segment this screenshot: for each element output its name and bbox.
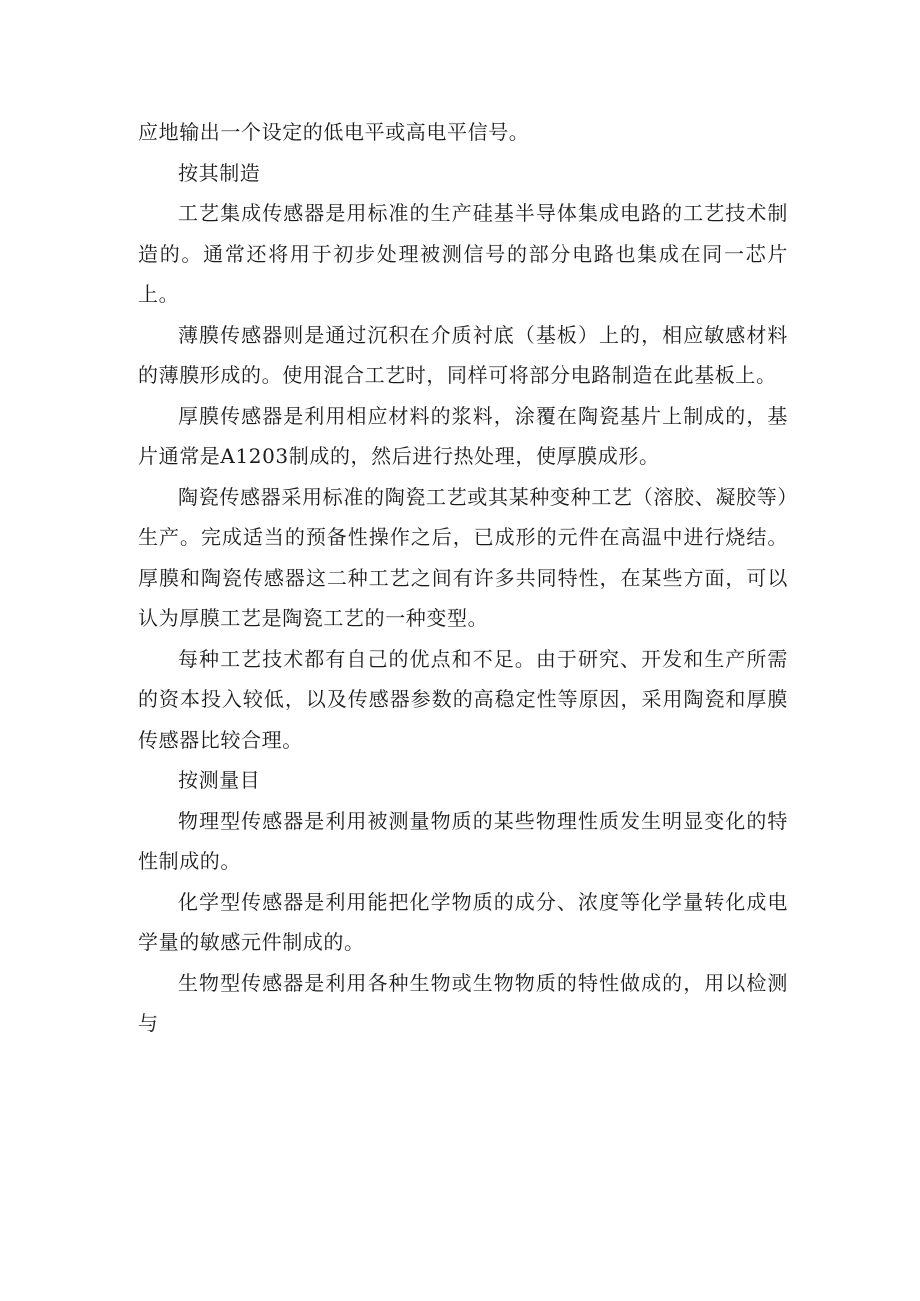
paragraph-thick-film-sensor: 厚膜传感器是利用相应材料的浆料，涂覆在陶瓷基片上制成的，基片通常是A1203制成的，然后进行热处理，使厚膜成形。 [138,403,788,468]
paragraph-chemical-sensor: 化学型传感器是利用能把化学物质的成分、浓度等化学量转化成电学量的敏感元件制成的。 [138,889,788,954]
paragraph-process-comparison: 每种工艺技术都有自己的优点和不足。由于研究、开发和生产所需的资本投入较低，以及传感器参数的高稳定性等原因，采用陶瓷和厚膜传感器比较合理。 [138,646,788,752]
paragraph-biological-sensor: 生物型传感器是利用各种生物或生物物质的特性做成的，用以检测与 [138,970,788,1035]
paragraph-thin-film-sensor: 薄膜传感器则是通过沉积在介质衬底（基板）上的，相应敏感材料的薄膜形成的。使用混合工艺时，同样可将部分电路制造在此基板上。 [138,322,788,387]
paragraph-ceramic-sensor: 陶瓷传感器采用标准的陶瓷工艺或其某种变种工艺（溶胶、凝胶等）生产。完成适当的预备性操作之后，已成形的元件在高温中进行烧结。厚膜和陶瓷传感器这二种工艺之间有许多共同特性，在某些方面，可以认为厚膜工艺是陶瓷工艺的一种变型。 [138,484,788,630]
paragraph-ic-sensor: 工艺集成传感器是用标准的生产硅基半导体集成电路的工艺技术制造的。通常还将用于初步处理被测信号的部分电路也集成在同一芯片上。 [138,201,788,306]
section-heading-measurement: 按测量目 [178,768,261,792]
document-body [138,112,788,1044]
section-heading-manufacturing: 按其制造 [178,160,261,185]
paragraph-physical-sensor: 物理型传感器是利用被测量物质的某些物理性质发生明显变化的特性制成的。 [138,808,788,873]
paragraph-continuation: 应地输出一个设定的低电平或高电平信号。 [138,120,530,144]
